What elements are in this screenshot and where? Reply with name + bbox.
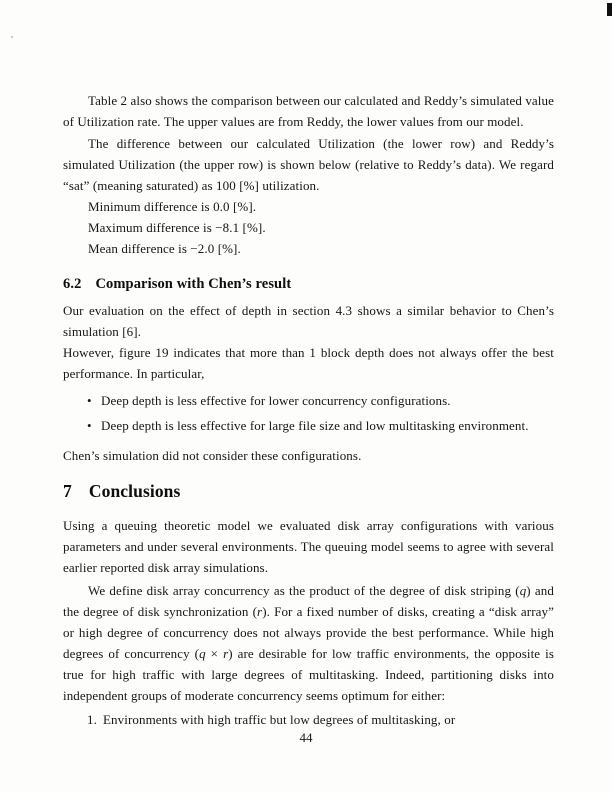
bullet-icon: • [87, 418, 92, 433]
stat-mean-difference: Mean difference is −2.0 [%]. [88, 241, 241, 256]
times-operator: × [205, 646, 224, 661]
paragraph-concurrency-definition [63, 580, 554, 706]
page-number: 44 [299, 730, 313, 745]
list-number: 1. [87, 712, 97, 727]
paragraph-conclusions-intro: Using a queuing theoretic model we evaluated disk array configurations with various parameters and under several environments. The queuing model seems to agree with several earlier reported disk array simulations. [63, 518, 554, 575]
page-body [63, 90, 554, 730]
paragraph-difference: The difference between our calculated Utilization (the lower row) and Reddy’s simulated Utilization (the upper row) is shown below (relative to Reddy’s data). We regard “sat” (meaning saturated) as 100 [%] utilization. [63, 136, 554, 193]
list-item [63, 390, 554, 411]
bullet-text: Deep depth is less effective for lower concurrency configurations. [101, 393, 451, 408]
difference-statistics [88, 196, 554, 259]
bullet-text: Deep depth is less effective for large file size and low multitasking environment. [101, 418, 529, 433]
bullet-icon: • [87, 393, 92, 408]
section-title: Conclusions [88, 481, 181, 501]
list-item [63, 709, 554, 730]
paragraph-table2-comparison: Table 2 also shows the comparison between our calculated and Reddy’s simulated value of Utilization rate. The upper values are from Reddy, the lower values from our model. [63, 93, 554, 129]
section-heading-6-2 [63, 275, 554, 294]
section-number: 6.2 [63, 276, 82, 292]
stat-maximum-difference: Maximum difference is −8.1 [%]. [88, 220, 266, 235]
scan-artifact-dot [11, 36, 13, 38]
section-title: Comparison with Chen’s result [95, 276, 292, 292]
section-heading-7 [63, 480, 554, 503]
math-var-q: q [519, 583, 527, 598]
text-segment: ) are desirable for low traffic environments, the opposite is true for high traffic with large degrees of multitasking. Indeed, partitioning disks into independent groups of moderate concurrency seems optimum for either: [63, 646, 555, 703]
list-item-text: Environments with high traffic but low degrees of multitasking, or [103, 712, 456, 727]
paragraph-chen-simulation: Chen’s simulation did not consider these configurations. [63, 448, 362, 463]
section-number: 7 [63, 481, 72, 501]
math-var-r: r [257, 604, 263, 619]
paragraph-however: However, figure 19 indicates that more than 1 block depth does not always offer the best performance. In particular, [63, 345, 554, 381]
math-var-r: r [223, 646, 229, 661]
text-segment: ). For a fixed number of disks, creating a “disk array” or high degree of concurrency does not always provide the best performance. While high degrees of concurrency ( [63, 604, 555, 661]
math-var-q: q [199, 646, 206, 661]
text-segment: We define disk array concurrency as the product of the degree of disk striping ( [88, 583, 520, 598]
bullet-list [63, 390, 554, 436]
numbered-list [63, 709, 554, 730]
scan-artifact-top-right [607, 3, 612, 16]
stat-minimum-difference: Minimum difference is 0.0 [%]. [88, 199, 257, 214]
paragraph-evaluation: Our evaluation on the effect of depth in section 4.3 shows a similar behavior to Chen’s simulation [6]. [63, 303, 554, 339]
list-item [63, 415, 554, 436]
text-segment: ) and the degree of disk synchronization ( [63, 583, 554, 619]
